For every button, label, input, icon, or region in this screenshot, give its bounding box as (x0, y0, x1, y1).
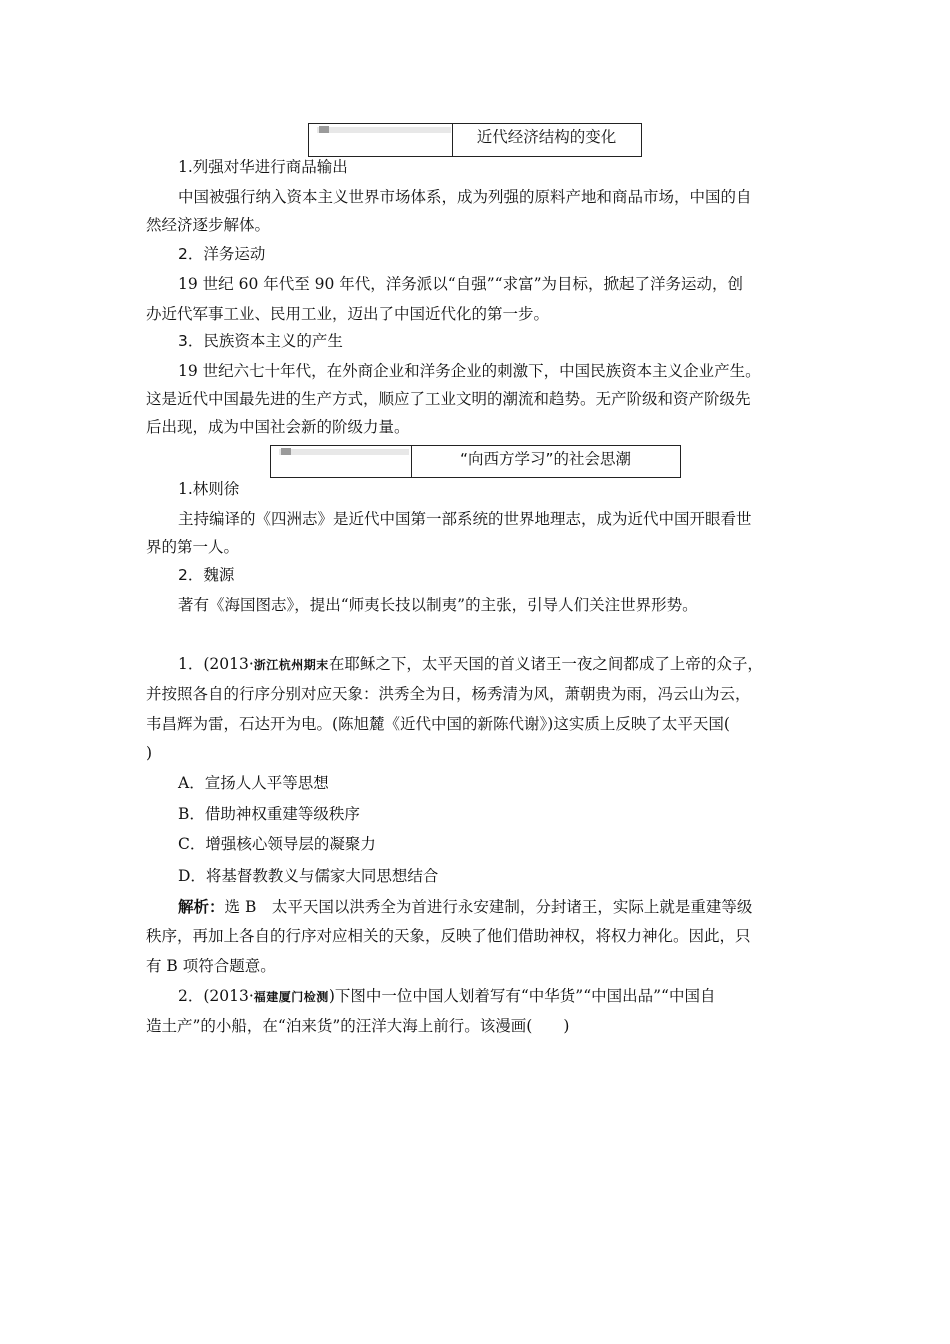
title-box-icon (319, 126, 329, 133)
section-title: “向西方学习”的社会思潮 (459, 450, 632, 468)
question-1-first-line (178, 654, 810, 675)
analysis-line: 有 B 项符合题意。 (146, 957, 276, 975)
paragraph-line: 19 世纪六七十年代，在外商企业和洋务企业的刺激下，中国民族资本主义企业产生。 (178, 362, 761, 380)
option-c: C．增强核心领导层的凝聚力 (178, 835, 376, 853)
title-box-icon (281, 448, 291, 455)
question-line: ) (146, 744, 153, 762)
item-heading: 3．民族资本主义的产生 (178, 332, 343, 350)
paragraph-line: 办近代军事工业、民用工业，迈出了中国近代化的第一步。 (146, 305, 550, 323)
title-box-bar (317, 127, 451, 133)
title-box-label-cell (271, 446, 412, 477)
title-box-bar (279, 449, 409, 455)
question-line: 并按照各自的行序分别对应天象：洪秀全为日，杨秀清为风，萧朝贵为雨，冯云山为云， (146, 685, 751, 703)
item-heading: 1.列强对华进行商品输出 (178, 158, 348, 176)
paragraph-line: 中国被强行纳入资本主义世界市场体系，成为列强的原料产地和商品市场，中国的自 (178, 188, 752, 206)
paragraph-line: 主持编译的《四洲志》是近代中国第一部系统的世界地理志，成为近代中国开眼看世 (178, 510, 752, 528)
paragraph-line: 19 世纪 60 年代至 90 年代，洋务派以“自强”“求富”为目标，掀起了洋务运动，创 (178, 275, 744, 293)
question-number: 2．(2013· (178, 987, 254, 1005)
paragraph-line: 著有《海国图志》，提出“师夷长技以制夷”的主张，引导人们关注世界形势。 (178, 596, 698, 614)
analysis-first-line (178, 897, 810, 917)
item-heading: 1.林则徐 (178, 480, 240, 498)
question-source: 浙江杭州期末 (253, 658, 329, 672)
analysis-text: 选 B 太平天国以洪秀全为首进行永安建制，分封诸王，实际上就是重建等级 (224, 898, 753, 916)
question-line: 造土产”的小船，在“泊来货”的汪洋大海上前行。该漫画( ) (146, 1017, 570, 1035)
paragraph-line: 后出现，成为中国社会新的阶级力量。 (146, 418, 410, 436)
title-box-label-cell (309, 124, 453, 156)
question-text: 在耶稣之下，太平天国的首义诸王一夜之间都成了上帝的众子， (328, 655, 763, 673)
paragraph-line: 这是近代中国最先进的生产方式，顺应了工业文明的潮流和趋势。无产阶级和资产阶级先 (146, 390, 751, 408)
section-title: 近代经济结构的变化 (476, 128, 617, 146)
item-heading: 2．魏源 (178, 566, 235, 584)
question-line: 韦昌辉为雷，石达开为电。(陈旭麓《近代中国的新陈代谢》)这实质上反映了太平天国( (146, 715, 730, 733)
option-a: A．宣扬人人平等思想 (178, 774, 329, 792)
option-b: B．借助神权重建等级秩序 (178, 805, 360, 823)
section-title-box (270, 445, 681, 478)
paragraph-line: 然经济逐步解体。 (146, 216, 271, 234)
analysis-label: 解析： (178, 897, 225, 916)
analysis-line: 秩序，再加上各自的行序对应相关的天象，反映了他们借助神权，将权力神化。因此，只 (146, 927, 751, 945)
section-title-box (308, 123, 642, 157)
option-d: D．将基督教教义与儒家大同思想结合 (178, 867, 439, 885)
question-source: 福建厦门检测 (253, 990, 329, 1004)
paragraph-line: 界的第一人。 (146, 538, 240, 556)
question-number: 1．(2013· (178, 655, 254, 673)
question-2-first-line (178, 986, 810, 1007)
item-heading: 2．洋务运动 (178, 245, 266, 263)
question-text: )下图中一位中国人划着写有“中华货”“中国出品”“中国自 (328, 987, 716, 1005)
